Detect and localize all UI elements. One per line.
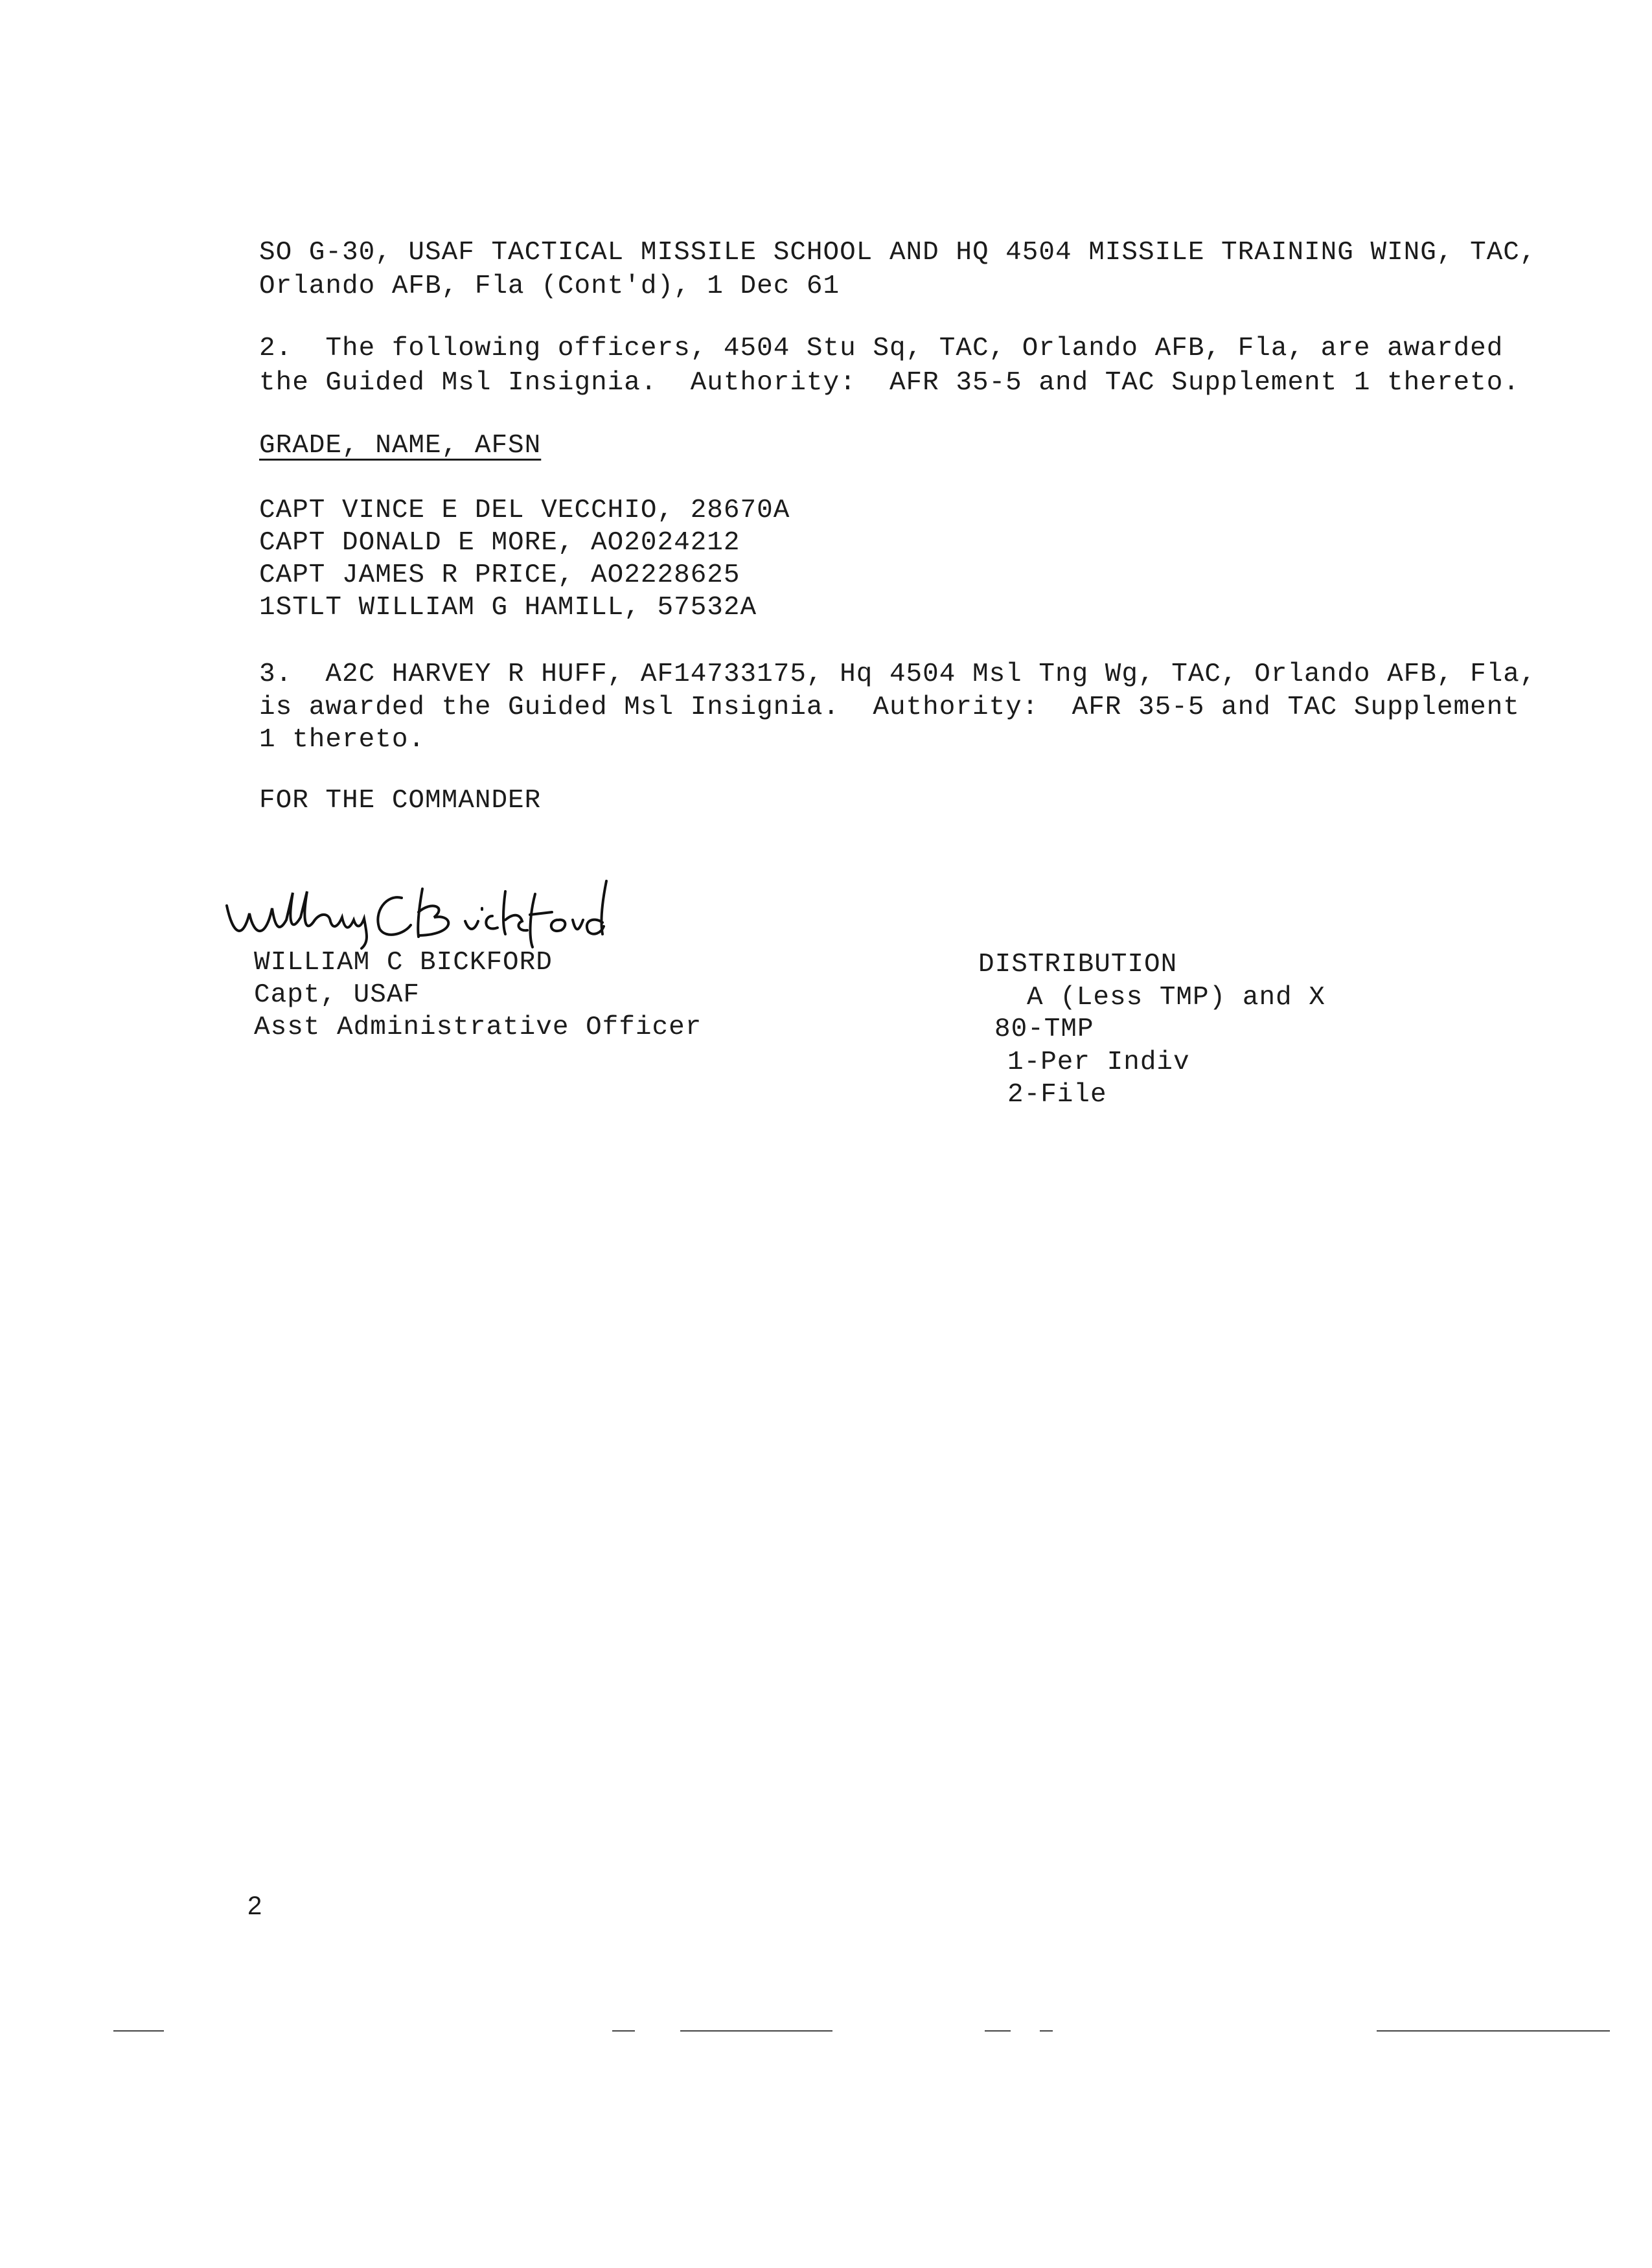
scan-edge-mark <box>985 2030 1011 2032</box>
scan-edge-mark <box>113 2030 164 2032</box>
officer-entry: CAPT DONALD E MORE, AO2024212 <box>259 528 740 558</box>
paragraph-3-line-3: 1 thereto. <box>259 725 426 755</box>
signer-rank: Capt, USAF <box>254 980 420 1010</box>
officers-heading: GRADE, NAME, AFSN <box>259 431 542 461</box>
paragraph-3-line-2: is awarded the Guided Msl Insignia. Authority: AFR 35-5 and TAC Supplement <box>259 693 1520 722</box>
scan-edge-mark <box>1377 2030 1610 2032</box>
paragraph-2-line-1: 2. The following officers, 4504 Stu Sq, TAC, Orlando AFB, Fla, are awarded <box>259 334 1504 363</box>
paragraph-3-line-1: 3. A2C HARVEY R HUFF, AF14733175, Hq 4504 Msl Tng Wg, TAC, Orlando AFB, Fla, <box>259 659 1537 689</box>
distribution-heading: DISTRIBUTION <box>978 950 1178 979</box>
scan-edge-mark <box>1040 2030 1053 2032</box>
handwritten-signature <box>220 875 622 952</box>
officer-entry: CAPT JAMES R PRICE, AO2228625 <box>259 560 740 590</box>
officer-entry: CAPT VINCE E DEL VECCHIO, 28670A <box>259 496 790 525</box>
scan-edge-mark <box>680 2030 832 2032</box>
distribution-line: 1-Per Indiv <box>1007 1048 1190 1077</box>
scan-edge-mark <box>612 2030 635 2032</box>
signer-title: Asst Administrative Officer <box>254 1013 702 1042</box>
distribution-line: A (Less TMP) and X <box>1027 983 1325 1013</box>
page-number: 2 <box>247 1892 262 1920</box>
distribution-line: 80-TMP <box>994 1014 1094 1044</box>
officer-entry: 1STLT WILLIAM G HAMILL, 57532A <box>259 593 757 623</box>
closing-line: FOR THE COMMANDER <box>259 786 542 816</box>
signer-name: WILLIAM C BICKFORD <box>254 948 553 978</box>
header-line-2: Orlando AFB, Fla (Cont'd), 1 Dec 61 <box>259 271 840 301</box>
distribution-line: 2-File <box>1007 1080 1107 1110</box>
paragraph-2-line-2: the Guided Msl Insignia. Authority: AFR 35-5 and TAC Supplement 1 thereto. <box>259 368 1520 398</box>
header-line-1: SO G-30, USAF TACTICAL MISSILE SCHOOL AND HQ 4504 MISSILE TRAINING WING, TAC, <box>259 238 1537 268</box>
